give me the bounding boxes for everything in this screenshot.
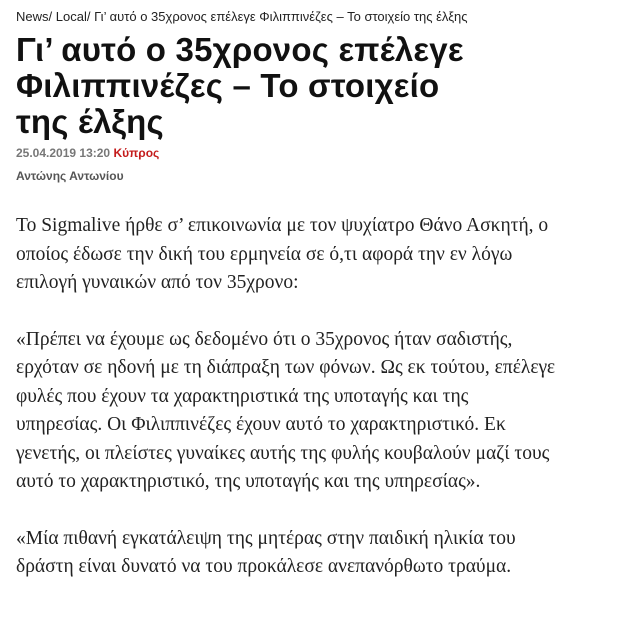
text-line: ερχόταν σε ηδονή με τη διάπραξη των φόνων. Ως εκ τούτου, επέλεγε (16, 357, 556, 378)
breadcrumb-current: Γι’ αυτό ο 35χρονος επέλεγε Φιλιππινέζες – Το στοιχείο της έλξης (94, 9, 468, 24)
title-line: Φιλιππινέζες – Το στοιχείο (16, 67, 440, 104)
text-line: «Πρέπει να έχουμε ως δεδομένο ότι ο 35χρονος ήταν σαδιστής, (16, 328, 513, 350)
publish-date: 25.04.2019 13:20 (16, 146, 111, 160)
text-line: Το Sigmalive ήρθε σ’ επικοινωνία με τον ψυχίατρο Θάνο Ασκητή, ο (16, 215, 549, 236)
author-name[interactable]: Αντώνης Αντωνίου (16, 169, 124, 183)
category-link[interactable]: Κύπρος (113, 146, 160, 160)
paragraph (16, 525, 636, 582)
text-line: γενετής, οι πλείστες γυναίκες αυτής της φυλής κουβαλούν μαζί τους (16, 442, 550, 464)
text-line: οποίος έδωσε την δική του ερμηνεία σε ό,τι αφορά την εν λόγω (16, 243, 513, 265)
text-line: υπηρεσίας. Οι Φιλιππινέζες έχουν αυτό το χαρακτηριστικό. Εκ (16, 414, 506, 435)
text-line: δράστη είναι δυνατό να του προκάλεσε ανεπανόρθωτο τραύμα. (16, 556, 512, 577)
article-title (16, 32, 576, 140)
title-line: της έλξης (16, 103, 164, 140)
breadcrumb-local-link[interactable]: Local/ (55, 9, 91, 24)
title-line: Γι’ αυτό ο 35χρονος επέλεγε (16, 31, 464, 68)
breadcrumb (16, 9, 468, 24)
text-line: επιλογή γυναικών από τον 35χρονο: (16, 272, 299, 293)
paragraph (16, 212, 636, 298)
text-line: αυτό το χαρακτηριστικό, της υποταγής και της υπηρεσίας». (16, 471, 481, 492)
breadcrumb-news-link[interactable]: News/ (16, 9, 53, 24)
text-line: «Μία πιθανή εγκατάλειψη της μητέρας στην παιδική ηλικία του (16, 527, 516, 549)
paragraph (16, 326, 636, 497)
article-body (16, 212, 636, 610)
text-line: φυλές που έχουν τα χαρακτηριστικά της υποταγής και της (16, 385, 469, 407)
article-meta (16, 146, 159, 160)
